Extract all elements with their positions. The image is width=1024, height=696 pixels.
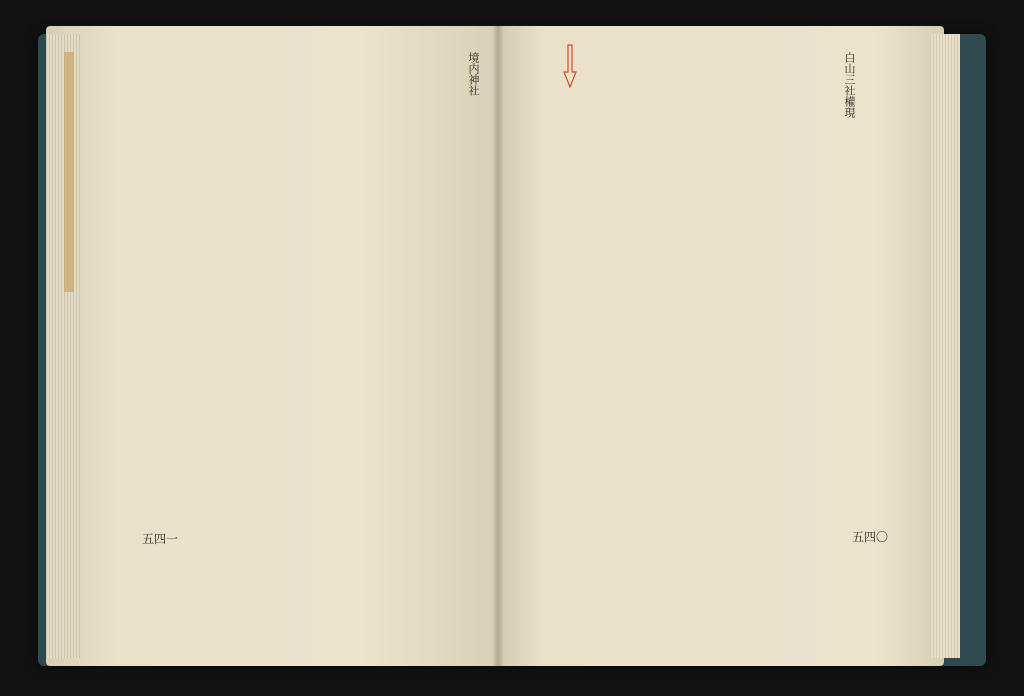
right-page-text xyxy=(518,52,858,572)
down-arrow-icon xyxy=(563,44,577,88)
binding-tape xyxy=(64,52,74,292)
left-heading: 境内神社 xyxy=(467,52,480,96)
book-gutter xyxy=(492,26,504,666)
page-edges-right xyxy=(930,34,960,658)
right-heading: 白山三社權現 xyxy=(843,52,856,118)
left-page-number: 五四一 xyxy=(142,532,179,546)
right-page-number: 五四〇 xyxy=(852,530,889,544)
page-edges-left xyxy=(46,34,80,658)
left-page-text xyxy=(122,52,482,572)
